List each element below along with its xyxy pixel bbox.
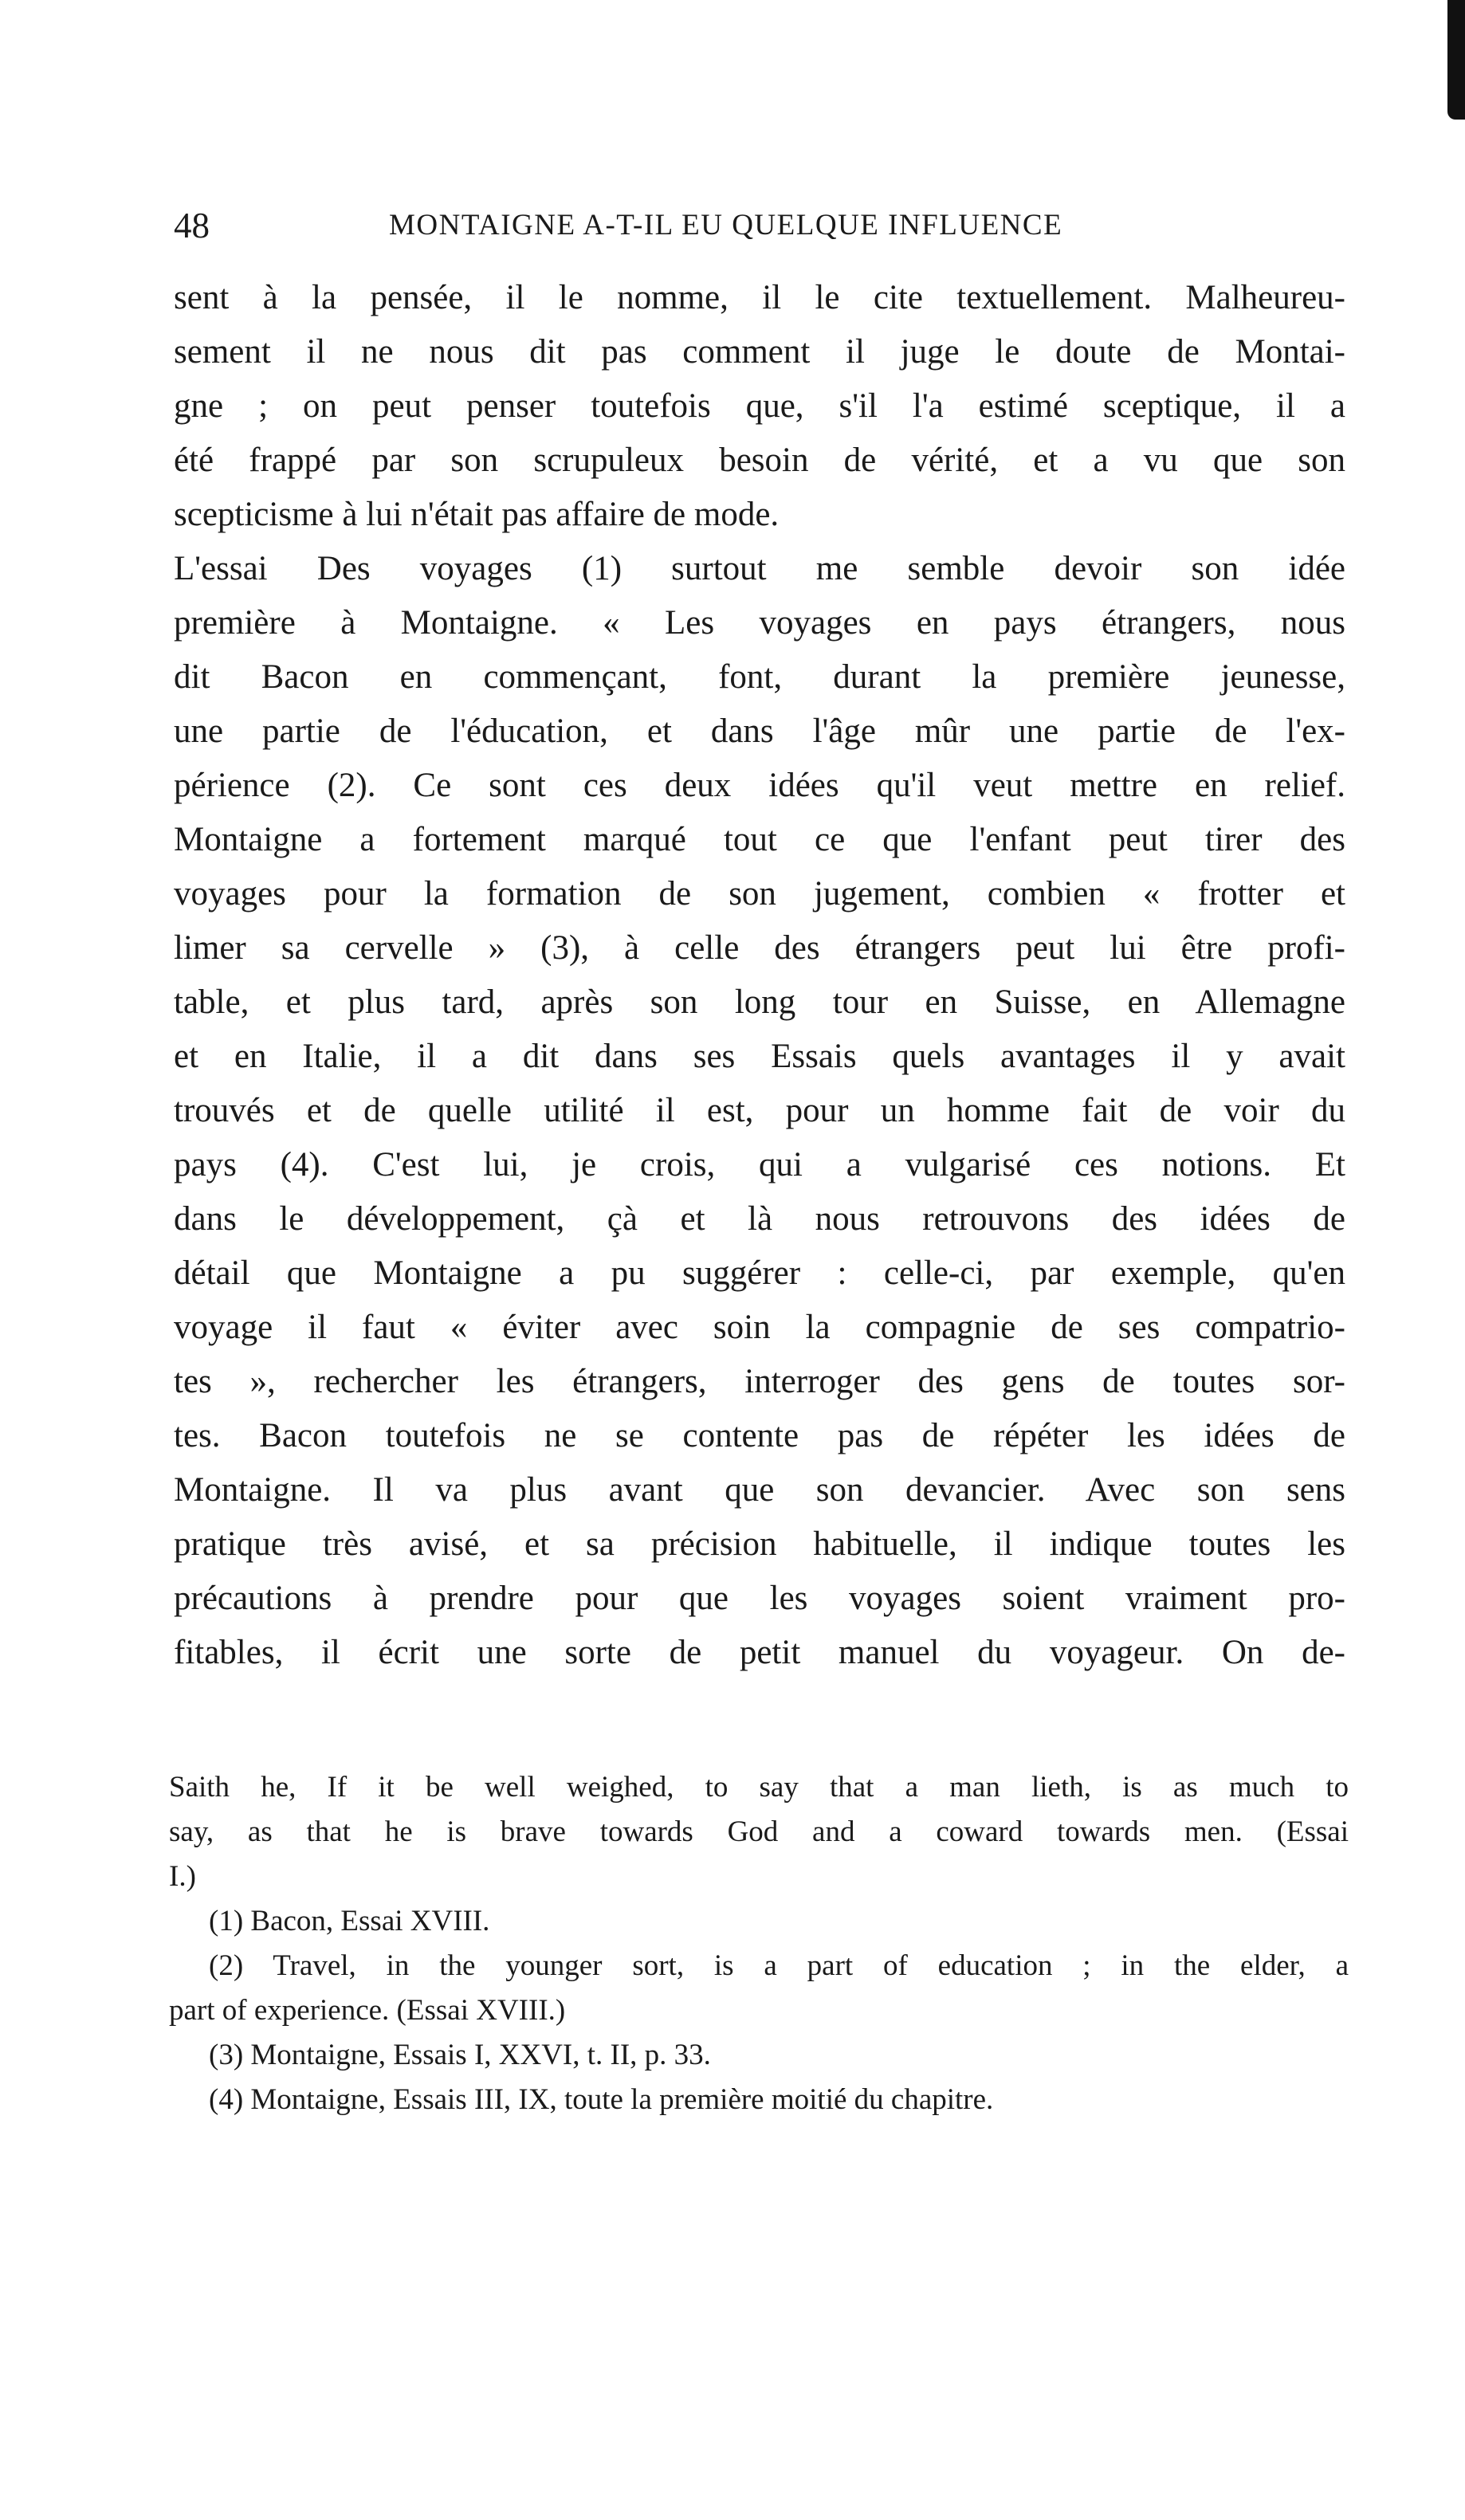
footnote-continuation-line: Saith he, If it be well weighed, to say that a man lieth, is as much to bbox=[169, 1771, 1349, 1804]
text-line: dans le développement, çà et là nous retrouvons des idées de bbox=[174, 1200, 1345, 1238]
text-line: table, et plus tard, après son long tour en Suisse, en Allemagne bbox=[174, 983, 1345, 1021]
text-line: précautions à prendre pour que les voyages soient vraiment pro- bbox=[174, 1580, 1345, 1617]
text-line: fitables, il écrit une sorte de petit manuel du voyageur. On de- bbox=[174, 1634, 1345, 1671]
text-line: trouvés et de quelle utilité il est, pour un homme fait de voir du bbox=[174, 1092, 1345, 1129]
text-line: première à Montaigne. « Les voyages en pays étrangers, nous bbox=[174, 604, 1345, 642]
footnote-2-continuation: part of experience. (Essai XVIII.) bbox=[169, 1994, 566, 2027]
text-line: tes. Bacon toutefois ne se contente pas de répéter les idées de bbox=[174, 1417, 1345, 1454]
text-line: détail que Montaigne a pu suggérer : celle-ci, par exemple, qu'en bbox=[174, 1254, 1345, 1292]
text-line: pays (4). C'est lui, je crois, qui a vulgarisé ces notions. Et bbox=[174, 1146, 1345, 1183]
text-line: voyage il faut « éviter avec soin la compagnie de ses compatrio- bbox=[174, 1309, 1345, 1346]
text-line: tes », rechercher les étrangers, interroger des gens de toutes sor- bbox=[174, 1363, 1345, 1400]
paragraph-start-line: L'essai Des voyages (1) surtout me semble devoir son idée bbox=[174, 550, 1345, 587]
text-line: voyages pour la formation de son jugement, combien « frotter et bbox=[174, 875, 1345, 913]
text-line: dit Bacon en commençant, font, durant la première jeunesse, bbox=[174, 658, 1345, 696]
text-line: sement il ne nous dit pas comment il juge le doute de Montai- bbox=[174, 333, 1345, 371]
text-line: sent à la pensée, il le nomme, il le cite textuellement. Malheureu- bbox=[174, 279, 1345, 316]
footnote-3: (3) Montaigne, Essais I, XXVI, t. II, p. 33. bbox=[209, 2039, 711, 2071]
text-line: été frappé par son scrupuleux besoin de vérité, et a vu que son bbox=[174, 442, 1345, 479]
footnote-continuation-line: say, as that he is brave towards God and a coward towards men. (Essai bbox=[169, 1815, 1349, 1848]
page-edge-mark bbox=[1447, 0, 1465, 120]
text-line: une partie de l'éducation, et dans l'âge mûr une partie de l'ex- bbox=[174, 712, 1345, 750]
footnote-continuation-line: I.) bbox=[169, 1860, 196, 1893]
text-line: Montaigne a fortement marqué tout ce que l'enfant peut tirer des bbox=[174, 821, 1345, 858]
footnote-4: (4) Montaigne, Essais III, IX, toute la première moitié du chapitre. bbox=[209, 2083, 994, 2116]
footnote-1: (1) Bacon, Essai XVIII. bbox=[209, 1905, 490, 1937]
text-line: périence (2). Ce sont ces deux idées qu'il veut mettre en relief. bbox=[174, 767, 1345, 804]
text-line: gne ; on peut penser toutefois que, s'il l'a estimé sceptique, il a bbox=[174, 387, 1345, 425]
running-title: MONTAIGNE A-T-IL EU QUELQUE INFLUENCE bbox=[389, 209, 1063, 241]
text-line: Montaigne. Il va plus avant que son devancier. Avec son sens bbox=[174, 1471, 1345, 1509]
text-line: et en Italie, il a dit dans ses Essais quels avantages il y avait bbox=[174, 1038, 1345, 1075]
page-number: 48 bbox=[174, 206, 210, 245]
running-header bbox=[174, 198, 1361, 253]
text-line: limer sa cervelle » (3), à celle des étrangers peut lui être profi- bbox=[174, 929, 1345, 967]
body-text bbox=[174, 271, 1345, 1680]
text-line: scepticisme à lui n'était pas affaire de mode. bbox=[174, 496, 780, 533]
footnote-2: (2) Travel, in the younger sort, is a part of education ; in the elder, a bbox=[209, 1949, 1349, 1982]
text-line: pratique très avisé, et sa précision habituelle, il indique toutes les bbox=[174, 1525, 1345, 1563]
footnotes bbox=[169, 1765, 1349, 2122]
